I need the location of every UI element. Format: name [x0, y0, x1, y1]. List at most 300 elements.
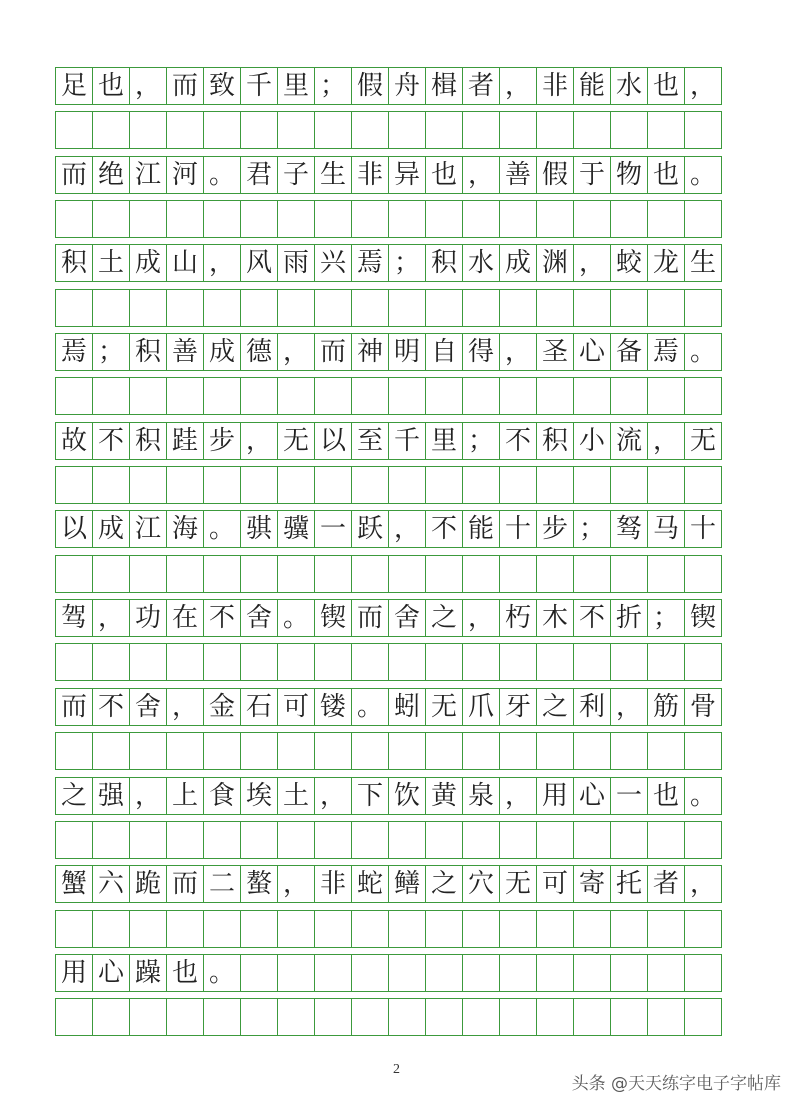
empty-cell — [462, 466, 500, 504]
empty-cell — [55, 910, 93, 948]
character-cell: 成 — [92, 510, 130, 548]
text-row — [55, 422, 739, 460]
empty-cell — [129, 289, 167, 327]
character-cell: 君 — [240, 156, 278, 194]
character-cell: 而 — [55, 688, 93, 726]
empty-cell — [388, 466, 426, 504]
empty-cell — [92, 377, 130, 415]
empty-cell — [166, 821, 204, 859]
text-row — [55, 865, 739, 903]
empty-cell — [573, 998, 611, 1036]
character-cell: ， — [462, 599, 500, 637]
character-cell: 舍 — [129, 688, 167, 726]
character-cell: 蛟 — [610, 244, 648, 282]
empty-cell — [388, 377, 426, 415]
character-cell: 土 — [277, 777, 315, 815]
character-cell: 泉 — [462, 777, 500, 815]
character-cell: ， — [129, 777, 167, 815]
character-cell: ， — [499, 67, 537, 105]
blank-practice-row — [55, 910, 739, 948]
character-cell: 而 — [166, 67, 204, 105]
empty-cell — [240, 643, 278, 681]
character-cell: 跃 — [351, 510, 389, 548]
empty-cell — [55, 289, 93, 327]
empty-cell — [499, 954, 537, 992]
character-cell: 步 — [203, 422, 241, 460]
empty-cell — [277, 821, 315, 859]
empty-cell — [573, 910, 611, 948]
empty-cell — [610, 910, 648, 948]
empty-cell — [314, 954, 352, 992]
empty-cell — [462, 732, 500, 770]
empty-cell — [647, 910, 685, 948]
character-cell: 鳝 — [388, 865, 426, 903]
empty-cell — [499, 732, 537, 770]
character-cell: 假 — [536, 156, 574, 194]
character-cell: ， — [240, 422, 278, 460]
empty-cell — [462, 954, 500, 992]
character-cell: 故 — [55, 422, 93, 460]
character-cell: ， — [277, 333, 315, 371]
character-cell: 致 — [203, 67, 241, 105]
empty-cell — [351, 643, 389, 681]
empty-cell — [277, 998, 315, 1036]
character-cell: 流 — [610, 422, 648, 460]
empty-cell — [462, 555, 500, 593]
empty-cell — [314, 289, 352, 327]
empty-cell — [388, 111, 426, 149]
character-cell: 积 — [425, 244, 463, 282]
empty-cell — [277, 377, 315, 415]
text-row — [55, 688, 739, 726]
character-cell: ， — [684, 67, 722, 105]
text-row — [55, 333, 739, 371]
character-cell: 小 — [573, 422, 611, 460]
empty-cell — [647, 200, 685, 238]
empty-cell — [166, 377, 204, 415]
empty-cell — [610, 998, 648, 1036]
empty-cell — [388, 200, 426, 238]
empty-cell — [166, 998, 204, 1036]
character-cell: 功 — [129, 599, 167, 637]
character-cell: ， — [573, 244, 611, 282]
character-cell: 在 — [166, 599, 204, 637]
empty-cell — [55, 466, 93, 504]
empty-cell — [573, 732, 611, 770]
empty-cell — [573, 954, 611, 992]
character-cell: 折 — [610, 599, 648, 637]
empty-cell — [203, 111, 241, 149]
empty-cell — [573, 200, 611, 238]
character-cell: 。 — [351, 688, 389, 726]
empty-cell — [314, 466, 352, 504]
empty-cell — [240, 910, 278, 948]
character-cell: 土 — [92, 244, 130, 282]
empty-cell — [92, 910, 130, 948]
empty-cell — [499, 998, 537, 1036]
character-cell: 蛇 — [351, 865, 389, 903]
empty-cell — [166, 555, 204, 593]
empty-cell — [277, 910, 315, 948]
text-row — [55, 156, 739, 194]
empty-cell — [240, 821, 278, 859]
character-cell: 螯 — [240, 865, 278, 903]
empty-cell — [314, 732, 352, 770]
empty-cell — [425, 111, 463, 149]
empty-cell — [240, 555, 278, 593]
empty-cell — [92, 998, 130, 1036]
character-cell: 木 — [536, 599, 574, 637]
empty-cell — [92, 732, 130, 770]
empty-cell — [55, 377, 93, 415]
character-cell: 六 — [92, 865, 130, 903]
character-cell: ， — [92, 599, 130, 637]
empty-cell — [647, 289, 685, 327]
empty-cell — [166, 732, 204, 770]
empty-cell — [388, 954, 426, 992]
character-cell: 非 — [351, 156, 389, 194]
empty-cell — [277, 643, 315, 681]
empty-cell — [92, 821, 130, 859]
empty-cell — [277, 954, 315, 992]
character-cell: 无 — [277, 422, 315, 460]
empty-cell — [388, 555, 426, 593]
text-row — [55, 954, 739, 992]
empty-cell — [462, 998, 500, 1036]
empty-cell — [573, 643, 611, 681]
empty-cell — [462, 377, 500, 415]
character-cell: 骥 — [277, 510, 315, 548]
character-cell: 强 — [92, 777, 130, 815]
empty-cell — [499, 643, 537, 681]
empty-cell — [203, 643, 241, 681]
character-cell: 可 — [277, 688, 315, 726]
character-cell: ； — [462, 422, 500, 460]
empty-cell — [647, 998, 685, 1036]
character-cell: 里 — [425, 422, 463, 460]
empty-cell — [425, 732, 463, 770]
empty-cell — [425, 200, 463, 238]
empty-cell — [240, 111, 278, 149]
character-cell: 至 — [351, 422, 389, 460]
empty-cell — [573, 466, 611, 504]
empty-cell — [351, 200, 389, 238]
character-cell: 不 — [499, 422, 537, 460]
character-cell: 于 — [573, 156, 611, 194]
empty-cell — [647, 111, 685, 149]
empty-cell — [425, 910, 463, 948]
empty-cell — [92, 289, 130, 327]
blank-practice-row — [55, 821, 739, 859]
character-cell: 金 — [203, 688, 241, 726]
character-cell: 无 — [425, 688, 463, 726]
text-row — [55, 244, 739, 282]
character-cell: 下 — [351, 777, 389, 815]
character-cell: 非 — [314, 865, 352, 903]
character-cell: 异 — [388, 156, 426, 194]
empty-cell — [573, 289, 611, 327]
character-cell: ； — [92, 333, 130, 371]
character-cell: ， — [388, 510, 426, 548]
empty-cell — [388, 910, 426, 948]
empty-cell — [647, 821, 685, 859]
empty-cell — [277, 732, 315, 770]
character-cell: 以 — [55, 510, 93, 548]
character-cell: 里 — [277, 67, 315, 105]
empty-cell — [610, 377, 648, 415]
character-cell: 者 — [462, 67, 500, 105]
empty-cell — [55, 732, 93, 770]
character-cell: 明 — [388, 333, 426, 371]
empty-cell — [462, 910, 500, 948]
character-cell: ， — [203, 244, 241, 282]
character-cell: 成 — [499, 244, 537, 282]
empty-cell — [92, 200, 130, 238]
character-cell: 之 — [425, 599, 463, 637]
character-cell: ； — [647, 599, 685, 637]
empty-cell — [610, 200, 648, 238]
empty-cell — [536, 821, 574, 859]
character-cell: 海 — [166, 510, 204, 548]
character-cell: 埃 — [240, 777, 278, 815]
character-cell: 。 — [684, 777, 722, 815]
character-cell: 德 — [240, 333, 278, 371]
character-cell: 江 — [129, 510, 167, 548]
character-cell: 步 — [536, 510, 574, 548]
empty-cell — [499, 289, 537, 327]
character-cell: 不 — [92, 422, 130, 460]
empty-cell — [166, 643, 204, 681]
character-cell: 物 — [610, 156, 648, 194]
character-cell: 无 — [684, 422, 722, 460]
empty-cell — [92, 555, 130, 593]
empty-cell — [499, 910, 537, 948]
character-cell: 。 — [203, 954, 241, 992]
character-cell: 镂 — [314, 688, 352, 726]
character-cell: 山 — [166, 244, 204, 282]
character-cell: 成 — [129, 244, 167, 282]
empty-cell — [573, 111, 611, 149]
character-cell: 兴 — [314, 244, 352, 282]
page-number: 2 — [393, 1062, 400, 1077]
text-row — [55, 510, 739, 548]
character-cell: ， — [610, 688, 648, 726]
character-cell: 善 — [499, 156, 537, 194]
empty-cell — [203, 289, 241, 327]
empty-cell — [425, 998, 463, 1036]
character-cell: 心 — [92, 954, 130, 992]
character-cell: 锲 — [314, 599, 352, 637]
character-cell: 江 — [129, 156, 167, 194]
empty-cell — [240, 998, 278, 1036]
empty-cell — [314, 200, 352, 238]
character-cell: 锲 — [684, 599, 722, 637]
character-cell: 能 — [462, 510, 500, 548]
empty-cell — [610, 643, 648, 681]
character-cell: 千 — [388, 422, 426, 460]
empty-cell — [647, 643, 685, 681]
character-cell: 而 — [55, 156, 93, 194]
empty-cell — [240, 466, 278, 504]
character-cell: 也 — [647, 777, 685, 815]
empty-cell — [240, 200, 278, 238]
character-cell: 。 — [277, 599, 315, 637]
character-cell: 水 — [462, 244, 500, 282]
empty-cell — [536, 289, 574, 327]
character-cell: 一 — [314, 510, 352, 548]
empty-cell — [684, 910, 722, 948]
character-cell: 非 — [536, 67, 574, 105]
empty-cell — [425, 289, 463, 327]
text-row — [55, 777, 739, 815]
character-cell: 利 — [573, 688, 611, 726]
character-cell: 不 — [92, 688, 130, 726]
empty-cell — [684, 111, 722, 149]
empty-cell — [425, 555, 463, 593]
character-cell: 跪 — [129, 865, 167, 903]
empty-cell — [573, 377, 611, 415]
character-cell: 躁 — [129, 954, 167, 992]
character-cell: 心 — [573, 333, 611, 371]
empty-cell — [536, 643, 574, 681]
empty-cell — [166, 910, 204, 948]
empty-cell — [166, 466, 204, 504]
character-cell: 。 — [203, 156, 241, 194]
empty-cell — [203, 998, 241, 1036]
character-cell: 绝 — [92, 156, 130, 194]
character-cell: ， — [462, 156, 500, 194]
character-cell: 驾 — [55, 599, 93, 637]
character-cell: ， — [129, 67, 167, 105]
empty-cell — [129, 910, 167, 948]
empty-cell — [203, 910, 241, 948]
character-cell: ， — [166, 688, 204, 726]
character-cell: 爪 — [462, 688, 500, 726]
character-cell: 积 — [129, 422, 167, 460]
empty-cell — [314, 377, 352, 415]
character-cell: 神 — [351, 333, 389, 371]
empty-cell — [647, 954, 685, 992]
empty-cell — [129, 200, 167, 238]
empty-cell — [277, 555, 315, 593]
character-cell: 十 — [499, 510, 537, 548]
empty-cell — [240, 289, 278, 327]
empty-cell — [351, 998, 389, 1036]
empty-cell — [573, 555, 611, 593]
character-cell: 之 — [425, 865, 463, 903]
character-cell: ； — [388, 244, 426, 282]
character-cell: ， — [277, 865, 315, 903]
empty-cell — [129, 111, 167, 149]
character-cell: ； — [314, 67, 352, 105]
empty-cell — [55, 555, 93, 593]
character-cell: 生 — [314, 156, 352, 194]
empty-cell — [499, 555, 537, 593]
empty-cell — [240, 377, 278, 415]
character-cell: ， — [647, 422, 685, 460]
empty-cell — [388, 732, 426, 770]
empty-cell — [684, 643, 722, 681]
text-row — [55, 599, 739, 637]
blank-practice-row — [55, 111, 739, 149]
character-cell: 者 — [647, 865, 685, 903]
character-cell: 也 — [647, 156, 685, 194]
empty-cell — [425, 466, 463, 504]
character-cell: 二 — [203, 865, 241, 903]
character-cell: 牙 — [499, 688, 537, 726]
character-cell: 龙 — [647, 244, 685, 282]
character-cell: 河 — [166, 156, 204, 194]
character-cell: 用 — [536, 777, 574, 815]
empty-cell — [425, 643, 463, 681]
empty-cell — [684, 821, 722, 859]
character-cell: 不 — [425, 510, 463, 548]
empty-cell — [277, 466, 315, 504]
empty-cell — [129, 377, 167, 415]
empty-cell — [166, 289, 204, 327]
character-cell: 能 — [573, 67, 611, 105]
character-cell: 饮 — [388, 777, 426, 815]
empty-cell — [92, 466, 130, 504]
character-cell: 子 — [277, 156, 315, 194]
empty-cell — [684, 555, 722, 593]
empty-cell — [684, 954, 722, 992]
empty-cell — [647, 377, 685, 415]
empty-cell — [129, 821, 167, 859]
empty-cell — [92, 643, 130, 681]
character-cell: 骨 — [684, 688, 722, 726]
character-cell: 足 — [55, 67, 93, 105]
empty-cell — [351, 821, 389, 859]
empty-cell — [129, 466, 167, 504]
character-cell: 。 — [203, 510, 241, 548]
character-cell: 筋 — [647, 688, 685, 726]
character-cell: 也 — [166, 954, 204, 992]
empty-cell — [203, 200, 241, 238]
character-cell: 。 — [684, 333, 722, 371]
character-cell: ， — [684, 865, 722, 903]
character-cell: 而 — [351, 599, 389, 637]
character-cell: 焉 — [55, 333, 93, 371]
empty-cell — [388, 289, 426, 327]
character-cell: 舟 — [388, 67, 426, 105]
empty-cell — [536, 111, 574, 149]
empty-cell — [92, 111, 130, 149]
empty-cell — [536, 555, 574, 593]
empty-cell — [610, 289, 648, 327]
character-cell: ， — [499, 333, 537, 371]
empty-cell — [55, 111, 93, 149]
empty-cell — [462, 200, 500, 238]
character-cell: 生 — [684, 244, 722, 282]
blank-practice-row — [55, 200, 739, 238]
empty-cell — [647, 732, 685, 770]
empty-cell — [610, 954, 648, 992]
empty-cell — [684, 466, 722, 504]
character-cell: 马 — [647, 510, 685, 548]
character-cell: 圣 — [536, 333, 574, 371]
empty-cell — [684, 377, 722, 415]
empty-cell — [203, 821, 241, 859]
character-cell: 托 — [610, 865, 648, 903]
empty-cell — [203, 377, 241, 415]
character-cell: 可 — [536, 865, 574, 903]
character-cell: 十 — [684, 510, 722, 548]
empty-cell — [610, 555, 648, 593]
empty-cell — [499, 466, 537, 504]
character-cell: 食 — [203, 777, 241, 815]
character-cell: 。 — [684, 156, 722, 194]
